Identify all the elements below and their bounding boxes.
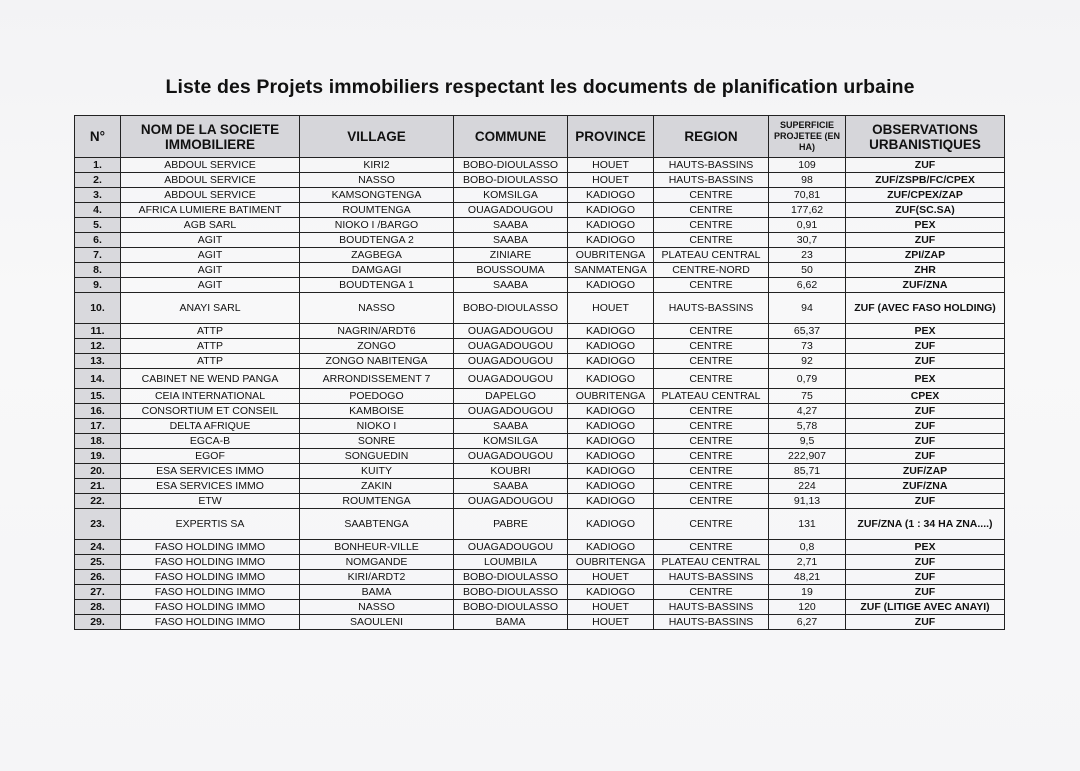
region-cell: CENTRE: [654, 464, 769, 479]
row-number: 12.: [75, 339, 121, 354]
area-cell: 0,8: [769, 540, 846, 555]
page-title: Liste des Projets immobiliers respectant les documents de planification urbaine: [165, 76, 915, 98]
province-cell: HOUET: [568, 615, 654, 630]
area-cell: 6,62: [769, 278, 846, 293]
observation-cell: ZUF/ZSPB/FC/CPEX: [846, 173, 1005, 188]
commune-cell: BOBO-DIOULASSO: [454, 570, 568, 585]
company-cell: ESA SERVICES IMMO: [121, 479, 300, 494]
table-row: [75, 555, 1005, 570]
table-row: [75, 404, 1005, 419]
province-cell: KADIOGO: [568, 479, 654, 494]
region-cell: PLATEAU CENTRAL: [654, 248, 769, 263]
commune-cell: OUAGADOUGOU: [454, 404, 568, 419]
village-cell: ZAKIN: [300, 479, 454, 494]
village-cell: ZONGO: [300, 339, 454, 354]
commune-cell: DAPELGO: [454, 389, 568, 404]
village-cell: NASSO: [300, 173, 454, 188]
company-cell: CABINET NE WEND PANGA: [121, 369, 300, 389]
commune-cell: BOBO-DIOULASSO: [454, 158, 568, 173]
header-region: REGION: [654, 116, 769, 158]
region-cell: CENTRE: [654, 203, 769, 218]
region-cell: HAUTS-BASSINS: [654, 570, 769, 585]
commune-cell: SAABA: [454, 278, 568, 293]
row-number: 21.: [75, 479, 121, 494]
table-row: [75, 419, 1005, 434]
header-company: NOM DE LA SOCIETE IMMOBILIERE: [121, 116, 300, 158]
village-cell: ROUMTENGA: [300, 494, 454, 509]
header-village: VILLAGE: [300, 116, 454, 158]
observation-cell: ZUF: [846, 570, 1005, 585]
company-cell: ATTP: [121, 324, 300, 339]
commune-cell: OUAGADOUGOU: [454, 354, 568, 369]
region-cell: HAUTS-BASSINS: [654, 615, 769, 630]
village-cell: ZONGO NABITENGA: [300, 354, 454, 369]
area-cell: 30,7: [769, 233, 846, 248]
village-cell: SAABTENGA: [300, 509, 454, 540]
province-cell: SANMATENGA: [568, 263, 654, 278]
commune-cell: KOMSILGA: [454, 188, 568, 203]
area-cell: 65,37: [769, 324, 846, 339]
table-row: [75, 218, 1005, 233]
company-cell: ETW: [121, 494, 300, 509]
company-cell: DELTA AFRIQUE: [121, 419, 300, 434]
observation-cell: ZUF: [846, 615, 1005, 630]
company-cell: EGOF: [121, 449, 300, 464]
region-cell: CENTRE: [654, 494, 769, 509]
row-number: 10.: [75, 293, 121, 324]
village-cell: SAOULENI: [300, 615, 454, 630]
table-row: [75, 203, 1005, 218]
projects-table: [74, 115, 1005, 630]
table-row: [75, 233, 1005, 248]
table-row: [75, 173, 1005, 188]
table-row: [75, 434, 1005, 449]
province-cell: KADIOGO: [568, 509, 654, 540]
commune-cell: OUAGADOUGOU: [454, 339, 568, 354]
header-commune: COMMUNE: [454, 116, 568, 158]
village-cell: NIOKO I: [300, 419, 454, 434]
region-cell: CENTRE: [654, 339, 769, 354]
company-cell: ABDOUL SERVICE: [121, 173, 300, 188]
company-cell: EXPERTIS SA: [121, 509, 300, 540]
province-cell: KADIOGO: [568, 324, 654, 339]
table-row: [75, 389, 1005, 404]
row-number: 5.: [75, 218, 121, 233]
region-cell: CENTRE-NORD: [654, 263, 769, 278]
company-cell: ATTP: [121, 339, 300, 354]
commune-cell: SAABA: [454, 218, 568, 233]
village-cell: POEDOGO: [300, 389, 454, 404]
table-row: [75, 158, 1005, 173]
row-number: 15.: [75, 389, 121, 404]
region-cell: HAUTS-BASSINS: [654, 173, 769, 188]
row-number: 2.: [75, 173, 121, 188]
row-number: 14.: [75, 369, 121, 389]
row-number: 19.: [75, 449, 121, 464]
province-cell: HOUET: [568, 600, 654, 615]
observation-cell: ZUF/ZAP: [846, 464, 1005, 479]
region-cell: CENTRE: [654, 369, 769, 389]
observation-cell: ZUF: [846, 404, 1005, 419]
province-cell: OUBRITENGA: [568, 389, 654, 404]
observation-cell: ZUF: [846, 354, 1005, 369]
company-cell: AGIT: [121, 248, 300, 263]
region-cell: CENTRE: [654, 419, 769, 434]
company-cell: AFRICA LUMIERE BATIMENT: [121, 203, 300, 218]
area-cell: 48,21: [769, 570, 846, 585]
observation-cell: ZUF/ZNA: [846, 278, 1005, 293]
row-number: 4.: [75, 203, 121, 218]
table-body: [75, 158, 1005, 630]
province-cell: KADIOGO: [568, 218, 654, 233]
province-cell: HOUET: [568, 570, 654, 585]
commune-cell: OUAGADOUGOU: [454, 494, 568, 509]
company-cell: ANAYI SARL: [121, 293, 300, 324]
table-row: [75, 600, 1005, 615]
village-cell: NOMGANDE: [300, 555, 454, 570]
village-cell: NAGRIN/ARDT6: [300, 324, 454, 339]
table-row: [75, 540, 1005, 555]
village-cell: ARRONDISSEMENT 7: [300, 369, 454, 389]
observation-cell: PEX: [846, 324, 1005, 339]
area-cell: 224: [769, 479, 846, 494]
province-cell: OUBRITENGA: [568, 555, 654, 570]
area-cell: 23: [769, 248, 846, 263]
observation-cell: ZUF: [846, 339, 1005, 354]
commune-cell: BOBO-DIOULASSO: [454, 600, 568, 615]
area-cell: 70,81: [769, 188, 846, 203]
observation-cell: ZUF (LITIGE AVEC ANAYI): [846, 600, 1005, 615]
table-row: [75, 188, 1005, 203]
region-cell: CENTRE: [654, 540, 769, 555]
region-cell: CENTRE: [654, 509, 769, 540]
company-cell: AGB SARL: [121, 218, 300, 233]
area-cell: 2,71: [769, 555, 846, 570]
commune-cell: OUAGADOUGOU: [454, 369, 568, 389]
area-cell: 0,91: [769, 218, 846, 233]
observation-cell: PEX: [846, 540, 1005, 555]
commune-cell: KOMSILGA: [454, 434, 568, 449]
observation-cell: ZUF: [846, 233, 1005, 248]
village-cell: DAMGAGI: [300, 263, 454, 278]
province-cell: OUBRITENGA: [568, 248, 654, 263]
company-cell: FASO HOLDING IMMO: [121, 615, 300, 630]
company-cell: CEIA INTERNATIONAL: [121, 389, 300, 404]
table-row: [75, 449, 1005, 464]
company-cell: FASO HOLDING IMMO: [121, 585, 300, 600]
province-cell: KADIOGO: [568, 494, 654, 509]
row-number: 27.: [75, 585, 121, 600]
observation-cell: ZUF: [846, 449, 1005, 464]
province-cell: KADIOGO: [568, 233, 654, 248]
company-cell: ATTP: [121, 354, 300, 369]
row-number: 3.: [75, 188, 121, 203]
row-number: 17.: [75, 419, 121, 434]
region-cell: CENTRE: [654, 218, 769, 233]
table-row: [75, 263, 1005, 278]
area-cell: 0,79: [769, 369, 846, 389]
table-row: [75, 369, 1005, 389]
company-cell: AGIT: [121, 233, 300, 248]
table-row: [75, 324, 1005, 339]
province-cell: HOUET: [568, 173, 654, 188]
row-number: 18.: [75, 434, 121, 449]
observation-cell: ZUF: [846, 419, 1005, 434]
company-cell: FASO HOLDING IMMO: [121, 555, 300, 570]
region-cell: CENTRE: [654, 585, 769, 600]
area-cell: 94: [769, 293, 846, 324]
company-cell: AGIT: [121, 263, 300, 278]
province-cell: KADIOGO: [568, 404, 654, 419]
commune-cell: BOUSSOUMA: [454, 263, 568, 278]
region-cell: PLATEAU CENTRAL: [654, 389, 769, 404]
header-row: [75, 116, 1005, 158]
province-cell: KADIOGO: [568, 354, 654, 369]
table-row: [75, 615, 1005, 630]
area-cell: 50: [769, 263, 846, 278]
commune-cell: KOUBRI: [454, 464, 568, 479]
commune-cell: LOUMBILA: [454, 555, 568, 570]
company-cell: FASO HOLDING IMMO: [121, 570, 300, 585]
company-cell: FASO HOLDING IMMO: [121, 540, 300, 555]
table-row: [75, 509, 1005, 540]
observation-cell: ZUF: [846, 158, 1005, 173]
area-cell: 19: [769, 585, 846, 600]
row-number: 7.: [75, 248, 121, 263]
table-row: [75, 570, 1005, 585]
village-cell: KUITY: [300, 464, 454, 479]
table-row: [75, 278, 1005, 293]
village-cell: BOUDTENGA 2: [300, 233, 454, 248]
province-cell: KADIOGO: [568, 434, 654, 449]
region-cell: PLATEAU CENTRAL: [654, 555, 769, 570]
village-cell: BONHEUR-VILLE: [300, 540, 454, 555]
village-cell: ROUMTENGA: [300, 203, 454, 218]
observation-cell: PEX: [846, 369, 1005, 389]
province-cell: KADIOGO: [568, 203, 654, 218]
commune-cell: BOBO-DIOULASSO: [454, 173, 568, 188]
region-cell: CENTRE: [654, 479, 769, 494]
province-cell: HOUET: [568, 158, 654, 173]
commune-cell: PABRE: [454, 509, 568, 540]
province-cell: KADIOGO: [568, 464, 654, 479]
table-row: [75, 354, 1005, 369]
village-cell: NASSO: [300, 600, 454, 615]
observation-cell: ZUF: [846, 494, 1005, 509]
area-cell: 91,13: [769, 494, 846, 509]
company-cell: ESA SERVICES IMMO: [121, 464, 300, 479]
commune-cell: BAMA: [454, 615, 568, 630]
area-cell: 120: [769, 600, 846, 615]
table-row: [75, 293, 1005, 324]
company-cell: ABDOUL SERVICE: [121, 158, 300, 173]
region-cell: CENTRE: [654, 188, 769, 203]
region-cell: CENTRE: [654, 278, 769, 293]
observation-cell: ZUF/ZNA: [846, 479, 1005, 494]
village-cell: NIOKO I /BARGO: [300, 218, 454, 233]
commune-cell: ZINIARE: [454, 248, 568, 263]
region-cell: CENTRE: [654, 449, 769, 464]
observation-cell: ZUF: [846, 434, 1005, 449]
observation-cell: ZUF (AVEC FASO HOLDING): [846, 293, 1005, 324]
observation-cell: ZUF: [846, 555, 1005, 570]
company-cell: EGCA-B: [121, 434, 300, 449]
area-cell: 92: [769, 354, 846, 369]
province-cell: KADIOGO: [568, 339, 654, 354]
company-cell: ABDOUL SERVICE: [121, 188, 300, 203]
row-number: 11.: [75, 324, 121, 339]
row-number: 13.: [75, 354, 121, 369]
observation-cell: ZHR: [846, 263, 1005, 278]
header-area: SUPERFICIE PROJETEE (EN HA): [769, 116, 846, 158]
observation-cell: ZPI/ZAP: [846, 248, 1005, 263]
company-cell: AGIT: [121, 278, 300, 293]
observation-cell: ZUF: [846, 585, 1005, 600]
table-row: [75, 585, 1005, 600]
commune-cell: BOBO-DIOULASSO: [454, 585, 568, 600]
village-cell: SONRE: [300, 434, 454, 449]
area-cell: 222,907: [769, 449, 846, 464]
area-cell: 4,27: [769, 404, 846, 419]
row-number: 23.: [75, 509, 121, 540]
table-row: [75, 494, 1005, 509]
area-cell: 5,78: [769, 419, 846, 434]
company-cell: FASO HOLDING IMMO: [121, 600, 300, 615]
header-observations: OBSERVATIONS URBANISTIQUES: [846, 116, 1005, 158]
region-cell: HAUTS-BASSINS: [654, 600, 769, 615]
company-cell: CONSORTIUM ET CONSEIL: [121, 404, 300, 419]
commune-cell: SAABA: [454, 479, 568, 494]
village-cell: ZAGBEGA: [300, 248, 454, 263]
region-cell: HAUTS-BASSINS: [654, 158, 769, 173]
village-cell: KAMBOISE: [300, 404, 454, 419]
village-cell: KIRI2: [300, 158, 454, 173]
table-row: [75, 479, 1005, 494]
province-cell: KADIOGO: [568, 540, 654, 555]
row-number: 9.: [75, 278, 121, 293]
observation-cell: PEX: [846, 218, 1005, 233]
commune-cell: SAABA: [454, 419, 568, 434]
header-province: PROVINCE: [568, 116, 654, 158]
row-number: 29.: [75, 615, 121, 630]
table-row: [75, 248, 1005, 263]
region-cell: CENTRE: [654, 233, 769, 248]
observation-cell: ZUF/ZNA (1 : 34 HA ZNA....): [846, 509, 1005, 540]
row-number: 26.: [75, 570, 121, 585]
area-cell: 75: [769, 389, 846, 404]
village-cell: SONGUEDIN: [300, 449, 454, 464]
row-number: 25.: [75, 555, 121, 570]
area-cell: 131: [769, 509, 846, 540]
village-cell: KAMSONGTENGA: [300, 188, 454, 203]
observation-cell: CPEX: [846, 389, 1005, 404]
area-cell: 98: [769, 173, 846, 188]
row-number: 20.: [75, 464, 121, 479]
area-cell: 9,5: [769, 434, 846, 449]
region-cell: CENTRE: [654, 324, 769, 339]
area-cell: 177,62: [769, 203, 846, 218]
province-cell: KADIOGO: [568, 449, 654, 464]
observation-cell: ZUF(SC.SA): [846, 203, 1005, 218]
area-cell: 85,71: [769, 464, 846, 479]
region-cell: CENTRE: [654, 354, 769, 369]
row-number: 28.: [75, 600, 121, 615]
header-number: N°: [75, 116, 121, 158]
province-cell: KADIOGO: [568, 419, 654, 434]
row-number: 6.: [75, 233, 121, 248]
table-row: [75, 339, 1005, 354]
commune-cell: BOBO-DIOULASSO: [454, 293, 568, 324]
region-cell: CENTRE: [654, 434, 769, 449]
region-cell: CENTRE: [654, 404, 769, 419]
row-number: 16.: [75, 404, 121, 419]
village-cell: BAMA: [300, 585, 454, 600]
commune-cell: OUAGADOUGOU: [454, 540, 568, 555]
province-cell: KADIOGO: [568, 585, 654, 600]
region-cell: HAUTS-BASSINS: [654, 293, 769, 324]
province-cell: KADIOGO: [568, 278, 654, 293]
row-number: 1.: [75, 158, 121, 173]
table-row: [75, 464, 1005, 479]
area-cell: 6,27: [769, 615, 846, 630]
province-cell: KADIOGO: [568, 188, 654, 203]
row-number: 22.: [75, 494, 121, 509]
commune-cell: OUAGADOUGOU: [454, 449, 568, 464]
area-cell: 73: [769, 339, 846, 354]
province-cell: HOUET: [568, 293, 654, 324]
village-cell: BOUDTENGA 1: [300, 278, 454, 293]
commune-cell: OUAGADOUGOU: [454, 324, 568, 339]
commune-cell: SAABA: [454, 233, 568, 248]
province-cell: KADIOGO: [568, 369, 654, 389]
observation-cell: ZUF/CPEX/ZAP: [846, 188, 1005, 203]
row-number: 8.: [75, 263, 121, 278]
village-cell: KIRI/ARDT2: [300, 570, 454, 585]
row-number: 24.: [75, 540, 121, 555]
area-cell: 109: [769, 158, 846, 173]
village-cell: NASSO: [300, 293, 454, 324]
commune-cell: OUAGADOUGOU: [454, 203, 568, 218]
